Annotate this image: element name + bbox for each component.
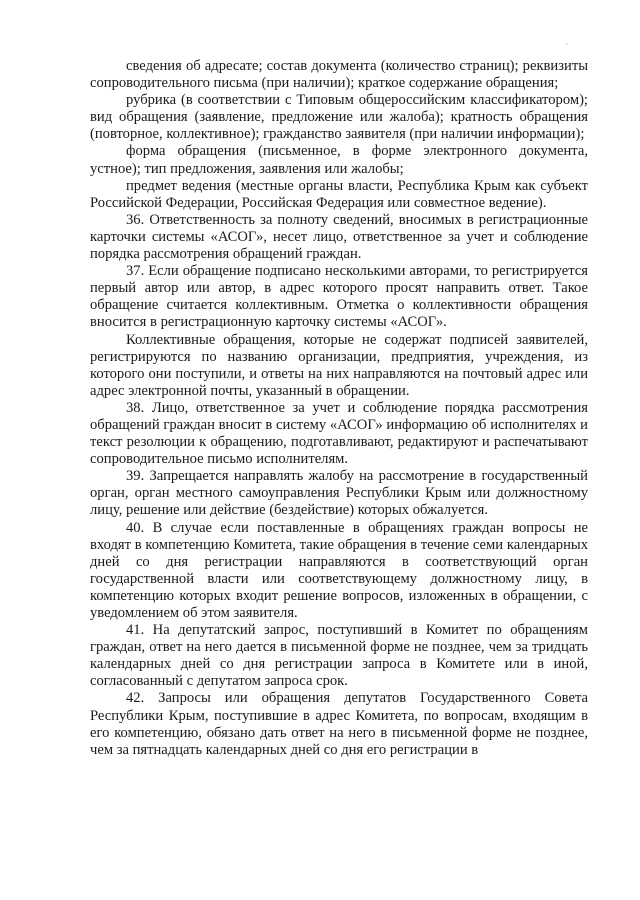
paragraph-appeal-form: форма обращения (письменное, в форме электронного документа, устное); тип предложения, заявления или жалобы; bbox=[90, 143, 588, 177]
paragraph-rubric: рубрика (в соответствии с Типовым общероссийским классификатором); вид обращения (заявление, предложение или жалоба); кратность обращения (повторное, коллективное); гражданство заявителя (при наличии информации); bbox=[90, 92, 588, 143]
paragraph-collective-appeals: Коллективные обращения, которые не содержат подписей заявителей, регистрируются по названию организации, предприятия, учреждения, из которого они поступили, и ответы на них направляются на почтовый адрес или адрес электронной почты, указанный в обращении. bbox=[90, 331, 588, 399]
paragraph-39: 39. Запрещается направлять жалобу на рассмотрение в государственный орган, орган местного самоуправления Республики Крым или должностному лицу, решение или действие (бездействие) которых обжалуется. bbox=[90, 468, 588, 519]
paragraph-36: 36. Ответственность за полноту сведений, вносимых в регистрационные карточки системы «АСОГ», несет лицо, ответственное за учет и соблюдение порядка рассмотрения обращений граждан. bbox=[90, 211, 588, 263]
paragraph-40: 40. В случае если поставленные в обращениях граждан вопросы не входят в компетенцию Комитета, такие обращения в течение семи календарных дней со дня регистрации направляются в соответствующий орган государственной власти или соответствующему должностному лицу, в компетенцию которых входит решение вопросов, изложенных в обращении, с уведомлением об этом заявителя. bbox=[90, 519, 588, 621]
paragraph-37: 37. Если обращение подписано несколькими авторами, то регистрируется первый автор или автор, в адрес которого просят направить ответ. Такое обращение считается коллективным. Отметка о коллективности обращения вносится в регистрационную карточку системы «АСОГ». bbox=[90, 263, 588, 331]
paragraph-addressee-info: сведения об адресате; состав документа (количество страниц); реквизиты сопроводительного письма (при наличии); краткое содержание обращения; bbox=[90, 58, 588, 92]
paragraph-42: 42. Запросы или обращения депутатов Государственного Совета Республики Крым, поступившие в адрес Комитета, по вопросам, входящим в его компетенцию, обязано дать ответ на него в письменной форме не позднее, чем за пятнадцать календарных дней со дня его регистрации в bbox=[90, 690, 588, 758]
paragraph-jurisdiction: предмет ведения (местные органы власти, Республика Крым как субъект Российской Федерации, Российская Федерация или совместное ведение). bbox=[90, 177, 588, 211]
paragraph-38: 38. Лицо, ответственное за учет и соблюдение порядка рассмотрения обращений граждан вносит в систему «АСОГ» информацию об исполнителях и текст резолюции к обращению, подготавливают, редактируют и распечатывают сопроводительное письмо исполнителям. bbox=[90, 399, 588, 468]
document-body bbox=[90, 58, 588, 759]
scan-mark: · bbox=[565, 40, 568, 49]
paragraph-41: 41. На депутатский запрос, поступивший в Комитет по обращениям граждан, ответ на него дается в письменной форме не позднее, чем за тридцать календарных дней со дня регистрации запроса в Комитете или в иной, согласованный с депутатом запроса срок. bbox=[90, 622, 588, 690]
